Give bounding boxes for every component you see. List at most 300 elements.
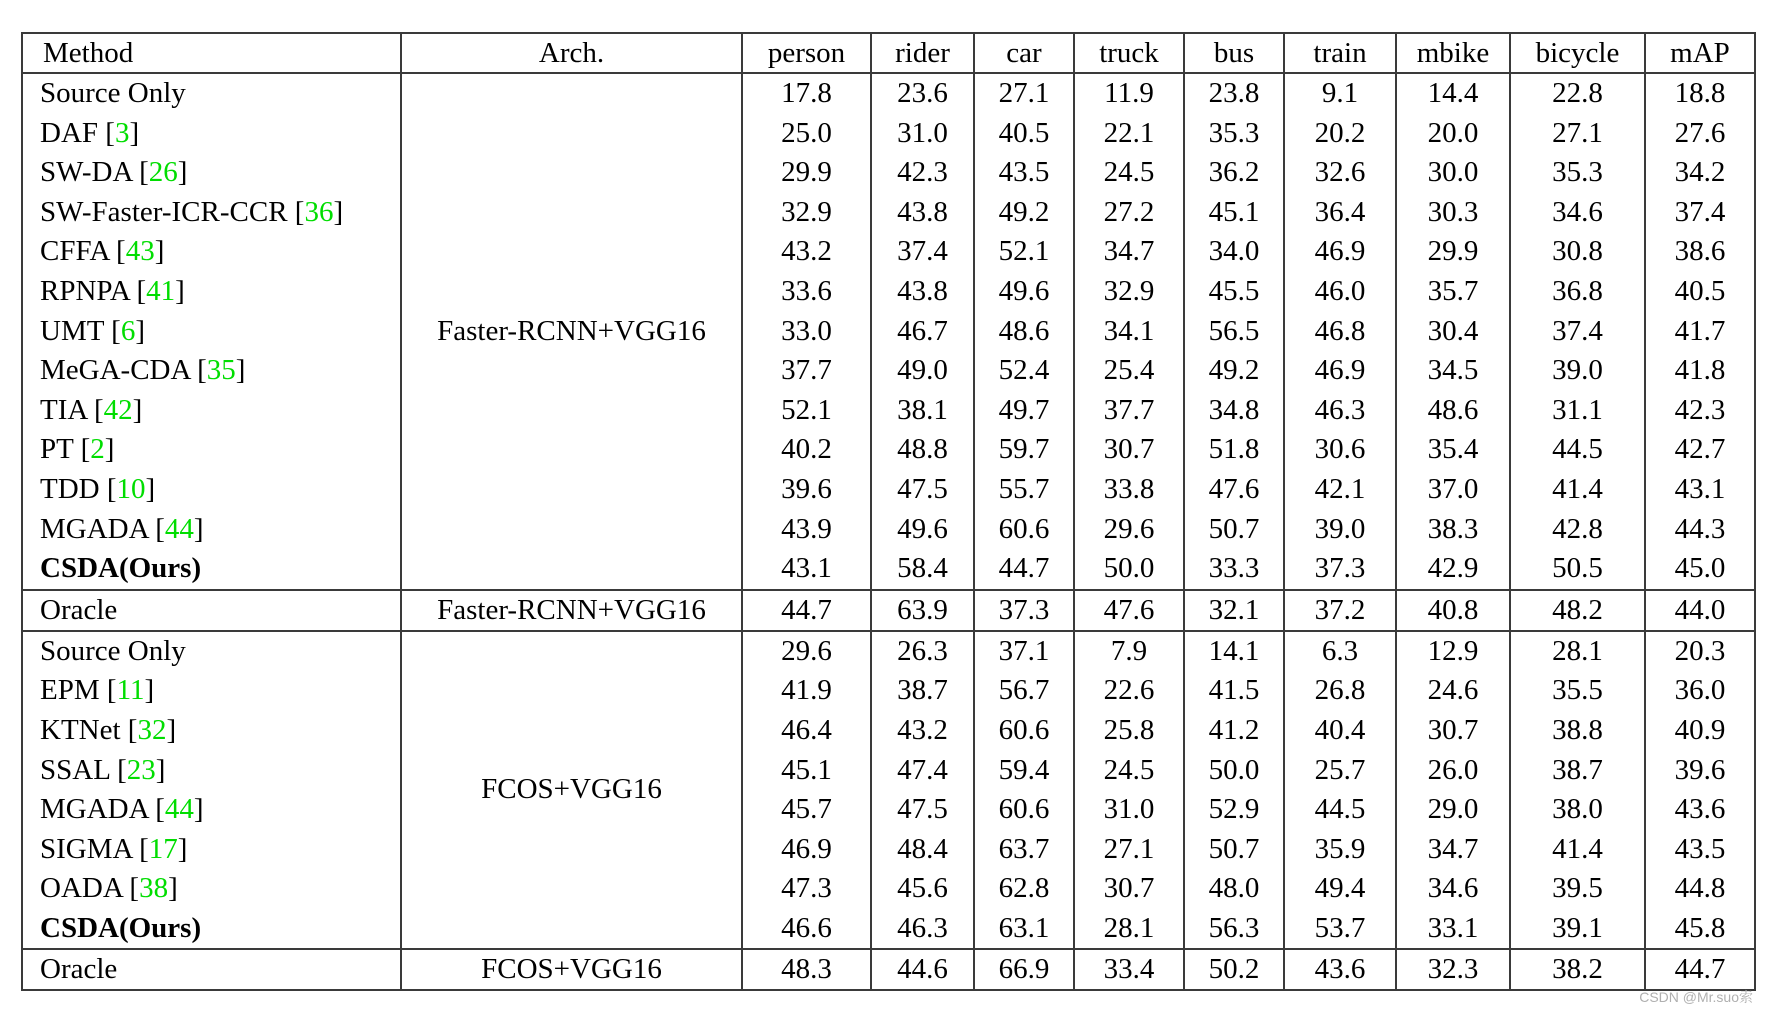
method-name: CSDA(Ours) bbox=[40, 911, 202, 944]
arch-cell: FCOS+VGG16 bbox=[401, 631, 742, 950]
cite-bracket: [ bbox=[287, 195, 305, 228]
cite-bracket: ] bbox=[168, 872, 178, 905]
value-cell: 42.3 bbox=[871, 153, 974, 193]
method-cell bbox=[22, 73, 401, 114]
value-cell: 14.1 bbox=[1184, 631, 1284, 672]
method-name: CSDA(Ours) bbox=[40, 552, 202, 585]
value-cell: 43.8 bbox=[871, 272, 974, 312]
value-cell: 33.8 bbox=[1074, 470, 1184, 510]
method-cell: Oracle bbox=[22, 949, 401, 990]
value-cell: 39.5 bbox=[1510, 869, 1645, 909]
table-row bbox=[22, 193, 1755, 233]
cite-bracket: [ bbox=[98, 116, 115, 149]
value-cell: 38.2 bbox=[1510, 949, 1645, 990]
value-cell: 46.9 bbox=[1284, 232, 1396, 272]
table-row bbox=[22, 671, 1755, 711]
value-cell: 37.7 bbox=[1074, 391, 1184, 431]
value-cell: 45.5 bbox=[1184, 272, 1284, 312]
value-cell: 48.6 bbox=[974, 312, 1074, 352]
table-row bbox=[22, 549, 1755, 590]
method-name: SW-Faster-ICR-CCR bbox=[40, 195, 288, 228]
cite-bracket: [ bbox=[108, 235, 126, 268]
method-cell bbox=[22, 711, 401, 751]
value-cell: 23.8 bbox=[1184, 73, 1284, 114]
value-cell: 42.9 bbox=[1396, 549, 1510, 590]
value-cell: 46.3 bbox=[871, 909, 974, 950]
cite-bracket: ] bbox=[154, 235, 165, 268]
header-map: mAP bbox=[1645, 33, 1755, 73]
value-cell: 32.9 bbox=[1074, 272, 1184, 312]
citation-link[interactable]: 32 bbox=[137, 713, 167, 746]
value-cell: 38.8 bbox=[1510, 711, 1645, 751]
cite-bracket: ] bbox=[235, 354, 246, 387]
citation-link[interactable]: 42 bbox=[103, 393, 133, 426]
value-cell: 24.5 bbox=[1074, 751, 1184, 791]
value-cell: 27.6 bbox=[1645, 114, 1755, 154]
value-cell: 32.9 bbox=[742, 193, 871, 233]
value-cell: 29.9 bbox=[1396, 232, 1510, 272]
value-cell: 49.2 bbox=[974, 193, 1074, 233]
citation-link[interactable]: 26 bbox=[148, 156, 178, 189]
value-cell: 46.6 bbox=[742, 909, 871, 950]
method-cell bbox=[22, 631, 401, 672]
table-row bbox=[22, 631, 1755, 672]
value-cell: 49.7 bbox=[974, 391, 1074, 431]
value-cell: 46.8 bbox=[1284, 312, 1396, 352]
cite-bracket: ] bbox=[135, 314, 146, 347]
value-cell: 53.7 bbox=[1284, 909, 1396, 950]
value-cell: 33.3 bbox=[1184, 549, 1284, 590]
value-cell: 32.3 bbox=[1396, 949, 1510, 990]
value-cell: 43.6 bbox=[1284, 949, 1396, 990]
value-cell: 27.1 bbox=[1074, 830, 1184, 870]
header-mbike: mbike bbox=[1396, 33, 1510, 73]
value-cell: 44.7 bbox=[974, 549, 1074, 590]
value-cell: 52.9 bbox=[1184, 790, 1284, 830]
value-cell: 30.4 bbox=[1396, 312, 1510, 352]
header-person: person bbox=[742, 33, 871, 73]
method-cell bbox=[22, 549, 401, 590]
value-cell: 34.2 bbox=[1645, 153, 1755, 193]
value-cell: 26.0 bbox=[1396, 751, 1510, 791]
value-cell: 41.4 bbox=[1510, 830, 1645, 870]
value-cell: 39.0 bbox=[1284, 510, 1396, 550]
cite-bracket: [ bbox=[103, 314, 121, 347]
citation-link[interactable]: 41 bbox=[146, 274, 176, 307]
results-table bbox=[21, 32, 1756, 991]
value-cell: 47.6 bbox=[1074, 590, 1184, 631]
header-rider: rider bbox=[871, 33, 974, 73]
value-cell: 43.8 bbox=[871, 193, 974, 233]
value-cell: 20.0 bbox=[1396, 114, 1510, 154]
value-cell: 45.8 bbox=[1645, 909, 1755, 950]
citation-link[interactable]: 44 bbox=[164, 793, 194, 826]
value-cell: 50.5 bbox=[1510, 549, 1645, 590]
method-cell bbox=[22, 510, 401, 550]
value-cell: 34.8 bbox=[1184, 391, 1284, 431]
arch-cell: Faster-RCNN+VGG16 bbox=[401, 590, 742, 631]
value-cell: 14.4 bbox=[1396, 73, 1510, 114]
value-cell: 38.1 bbox=[871, 391, 974, 431]
value-cell: 56.5 bbox=[1184, 312, 1284, 352]
method-cell bbox=[22, 312, 401, 352]
value-cell: 34.0 bbox=[1184, 232, 1284, 272]
value-cell: 29.6 bbox=[742, 631, 871, 672]
value-cell: 30.6 bbox=[1284, 430, 1396, 470]
value-cell: 50.0 bbox=[1184, 751, 1284, 791]
value-cell: 47.6 bbox=[1184, 470, 1284, 510]
value-cell: 48.6 bbox=[1396, 391, 1510, 431]
method-name: RPNPA bbox=[40, 274, 130, 307]
value-cell: 47.5 bbox=[871, 790, 974, 830]
method-name: CFFA bbox=[40, 235, 109, 268]
table-row bbox=[22, 711, 1755, 751]
value-cell: 33.4 bbox=[1074, 949, 1184, 990]
value-cell: 38.7 bbox=[871, 671, 974, 711]
cite-bracket: ] bbox=[129, 116, 140, 149]
value-cell: 48.0 bbox=[1184, 869, 1284, 909]
cite-bracket: ] bbox=[104, 433, 115, 466]
value-cell: 26.3 bbox=[871, 631, 974, 672]
value-cell: 40.5 bbox=[1645, 272, 1755, 312]
value-cell: 33.6 bbox=[742, 272, 871, 312]
value-cell: 38.6 bbox=[1645, 232, 1755, 272]
value-cell: 34.7 bbox=[1074, 232, 1184, 272]
value-cell: 44.8 bbox=[1645, 869, 1755, 909]
table-row bbox=[22, 114, 1755, 154]
watermark: CSDN @Mr.suo索 bbox=[1639, 989, 1753, 1005]
value-cell: 49.6 bbox=[871, 510, 974, 550]
citation-link[interactable]: 38 bbox=[139, 872, 169, 905]
value-cell: 52.1 bbox=[974, 232, 1074, 272]
header-truck: truck bbox=[1074, 33, 1184, 73]
value-cell: 43.6 bbox=[1645, 790, 1755, 830]
value-cell: 63.9 bbox=[871, 590, 974, 631]
table-row bbox=[22, 232, 1755, 272]
method-cell bbox=[22, 272, 401, 312]
arch-cell: FCOS+VGG16 bbox=[401, 949, 742, 990]
value-cell: 30.7 bbox=[1074, 430, 1184, 470]
cite-bracket: [ bbox=[99, 674, 117, 707]
value-cell: 59.7 bbox=[974, 430, 1074, 470]
citation-link[interactable]: 35 bbox=[206, 354, 236, 387]
value-cell: 38.0 bbox=[1510, 790, 1645, 830]
value-cell: 56.7 bbox=[974, 671, 1074, 711]
method-name: TIA bbox=[40, 393, 87, 426]
value-cell: 25.8 bbox=[1074, 711, 1184, 751]
value-cell: 44.7 bbox=[742, 590, 871, 631]
value-cell: 35.3 bbox=[1184, 114, 1284, 154]
value-cell: 44.5 bbox=[1510, 430, 1645, 470]
value-cell: 17.8 bbox=[742, 73, 871, 114]
value-cell: 39.1 bbox=[1510, 909, 1645, 950]
value-cell: 33.0 bbox=[742, 312, 871, 352]
value-cell: 30.7 bbox=[1074, 869, 1184, 909]
method-name: Source Only bbox=[40, 77, 186, 109]
value-cell: 31.1 bbox=[1510, 391, 1645, 431]
value-cell: 50.7 bbox=[1184, 510, 1284, 550]
value-cell: 29.6 bbox=[1074, 510, 1184, 550]
value-cell: 49.0 bbox=[871, 351, 974, 391]
value-cell: 36.4 bbox=[1284, 193, 1396, 233]
value-cell: 37.4 bbox=[1510, 312, 1645, 352]
value-cell: 34.6 bbox=[1396, 869, 1510, 909]
cite-bracket: [ bbox=[129, 274, 147, 307]
header-bus: bus bbox=[1184, 33, 1284, 73]
value-cell: 30.3 bbox=[1396, 193, 1510, 233]
value-cell: 47.5 bbox=[871, 470, 974, 510]
value-cell: 36.8 bbox=[1510, 272, 1645, 312]
method-cell bbox=[22, 909, 401, 950]
value-cell: 37.3 bbox=[1284, 549, 1396, 590]
cite-bracket: [ bbox=[131, 832, 149, 865]
value-cell: 35.3 bbox=[1510, 153, 1645, 193]
value-cell: 48.8 bbox=[871, 430, 974, 470]
cite-bracket: ] bbox=[193, 793, 204, 826]
value-cell: 34.6 bbox=[1510, 193, 1645, 233]
value-cell: 42.8 bbox=[1510, 510, 1645, 550]
value-cell: 46.4 bbox=[742, 711, 871, 751]
value-cell: 48.4 bbox=[871, 830, 974, 870]
cite-bracket: ] bbox=[177, 832, 188, 865]
table-row bbox=[22, 73, 1755, 114]
value-cell: 55.7 bbox=[974, 470, 1074, 510]
value-cell: 35.5 bbox=[1510, 671, 1645, 711]
value-cell: 51.8 bbox=[1184, 430, 1284, 470]
value-cell: 43.2 bbox=[871, 711, 974, 751]
citation-link[interactable]: 10 bbox=[116, 472, 146, 505]
value-cell: 32.6 bbox=[1284, 153, 1396, 193]
table-row bbox=[22, 272, 1755, 312]
table-row bbox=[22, 312, 1755, 352]
method-cell bbox=[22, 830, 401, 870]
table-body bbox=[22, 73, 1755, 990]
value-cell: 43.1 bbox=[1645, 470, 1755, 510]
method-cell bbox=[22, 114, 401, 154]
value-cell: 43.5 bbox=[1645, 830, 1755, 870]
value-cell: 18.8 bbox=[1645, 73, 1755, 114]
value-cell: 47.3 bbox=[742, 869, 871, 909]
value-cell: 39.0 bbox=[1510, 351, 1645, 391]
value-cell: 49.6 bbox=[974, 272, 1074, 312]
value-cell: 38.3 bbox=[1396, 510, 1510, 550]
value-cell: 30.0 bbox=[1396, 153, 1510, 193]
value-cell: 41.2 bbox=[1184, 711, 1284, 751]
method-cell bbox=[22, 470, 401, 510]
value-cell: 40.8 bbox=[1396, 590, 1510, 631]
method-cell bbox=[22, 351, 401, 391]
table-row bbox=[22, 153, 1755, 193]
method-name: EPM bbox=[40, 674, 100, 707]
method-cell bbox=[22, 193, 401, 233]
method-cell bbox=[22, 751, 401, 791]
value-cell: 45.0 bbox=[1645, 549, 1755, 590]
value-cell: 44.6 bbox=[871, 949, 974, 990]
value-cell: 33.1 bbox=[1396, 909, 1510, 950]
value-cell: 43.5 bbox=[974, 153, 1074, 193]
method-name: OADA bbox=[40, 872, 123, 905]
value-cell: 37.1 bbox=[974, 631, 1074, 672]
cite-bracket: ] bbox=[155, 753, 166, 786]
citation-link[interactable]: 11 bbox=[116, 674, 145, 707]
arch-cell: Faster-RCNN+VGG16 bbox=[401, 73, 742, 590]
value-cell: 49.4 bbox=[1284, 869, 1396, 909]
value-cell: 27.1 bbox=[1510, 114, 1645, 154]
cite-bracket: [ bbox=[147, 793, 165, 826]
value-cell: 52.1 bbox=[742, 391, 871, 431]
value-cell: 28.1 bbox=[1510, 631, 1645, 672]
value-cell: 22.6 bbox=[1074, 671, 1184, 711]
value-cell: 25.7 bbox=[1284, 751, 1396, 791]
value-cell: 50.0 bbox=[1074, 549, 1184, 590]
citation-link[interactable]: 23 bbox=[126, 753, 156, 786]
table-row bbox=[22, 909, 1755, 950]
value-cell: 46.0 bbox=[1284, 272, 1396, 312]
cite-bracket: ] bbox=[132, 393, 143, 426]
value-cell: 22.8 bbox=[1510, 73, 1645, 114]
value-cell: 48.2 bbox=[1510, 590, 1645, 631]
cite-bracket: ] bbox=[144, 674, 155, 707]
value-cell: 58.4 bbox=[871, 549, 974, 590]
citation-link[interactable]: 17 bbox=[148, 832, 178, 865]
cite-bracket: ] bbox=[166, 713, 177, 746]
value-cell: 43.1 bbox=[742, 549, 871, 590]
value-cell: 45.1 bbox=[742, 751, 871, 791]
method-cell bbox=[22, 430, 401, 470]
method-name: KTNet bbox=[40, 713, 121, 746]
value-cell: 22.1 bbox=[1074, 114, 1184, 154]
value-cell: 49.2 bbox=[1184, 351, 1284, 391]
value-cell: 37.4 bbox=[1645, 193, 1755, 233]
method-cell bbox=[22, 790, 401, 830]
cite-bracket: [ bbox=[189, 354, 207, 387]
value-cell: 44.3 bbox=[1645, 510, 1755, 550]
cite-bracket: ] bbox=[145, 472, 156, 505]
cite-bracket: ] bbox=[175, 274, 185, 307]
value-cell: 30.8 bbox=[1510, 232, 1645, 272]
value-cell: 42.1 bbox=[1284, 470, 1396, 510]
cite-bracket: [ bbox=[99, 472, 117, 505]
value-cell: 41.9 bbox=[742, 671, 871, 711]
value-cell: 37.7 bbox=[742, 351, 871, 391]
citation-link[interactable]: 3 bbox=[114, 116, 130, 149]
method-cell bbox=[22, 153, 401, 193]
value-cell: 25.4 bbox=[1074, 351, 1184, 391]
value-cell: 42.3 bbox=[1645, 391, 1755, 431]
method-cell bbox=[22, 671, 401, 711]
value-cell: 60.6 bbox=[974, 711, 1074, 751]
value-cell: 45.7 bbox=[742, 790, 871, 830]
value-cell: 29.9 bbox=[742, 153, 871, 193]
value-cell: 37.4 bbox=[871, 232, 974, 272]
value-cell: 63.1 bbox=[974, 909, 1074, 950]
cite-bracket: [ bbox=[122, 872, 140, 905]
value-cell: 30.7 bbox=[1396, 711, 1510, 751]
value-cell: 9.1 bbox=[1284, 73, 1396, 114]
table-row bbox=[22, 790, 1755, 830]
cite-bracket: [ bbox=[147, 512, 165, 545]
value-cell: 59.4 bbox=[974, 751, 1074, 791]
citation-link[interactable]: 44 bbox=[164, 512, 194, 545]
value-cell: 27.2 bbox=[1074, 193, 1184, 233]
cite-bracket: [ bbox=[120, 713, 138, 746]
value-cell: 63.7 bbox=[974, 830, 1074, 870]
cite-bracket: ] bbox=[333, 195, 344, 228]
value-cell: 39.6 bbox=[742, 470, 871, 510]
citation-link[interactable]: 43 bbox=[125, 235, 155, 268]
value-cell: 43.2 bbox=[742, 232, 871, 272]
citation-link[interactable]: 36 bbox=[304, 195, 334, 228]
value-cell: 31.0 bbox=[1074, 790, 1184, 830]
citation-link[interactable]: 2 bbox=[90, 433, 105, 466]
method-name: SIGMA bbox=[40, 832, 132, 865]
value-cell: 35.7 bbox=[1396, 272, 1510, 312]
method-name: TDD bbox=[40, 472, 100, 505]
cite-bracket: ] bbox=[193, 512, 204, 545]
value-cell: 41.7 bbox=[1645, 312, 1755, 352]
value-cell: 46.9 bbox=[1284, 351, 1396, 391]
header-row bbox=[22, 33, 1755, 73]
header-train: train bbox=[1284, 33, 1396, 73]
value-cell: 26.8 bbox=[1284, 671, 1396, 711]
value-cell: 44.7 bbox=[1645, 949, 1755, 990]
value-cell: 50.2 bbox=[1184, 949, 1284, 990]
table-row bbox=[22, 830, 1755, 870]
value-cell: 34.5 bbox=[1396, 351, 1510, 391]
oracle-row bbox=[22, 949, 1755, 990]
cite-bracket: [ bbox=[86, 393, 104, 426]
value-cell: 46.9 bbox=[742, 830, 871, 870]
method-cell: Oracle bbox=[22, 590, 401, 631]
cite-bracket: ] bbox=[177, 156, 188, 189]
value-cell: 39.6 bbox=[1645, 751, 1755, 791]
method-name: MGADA bbox=[40, 793, 148, 826]
table-row bbox=[22, 869, 1755, 909]
cite-bracket: [ bbox=[131, 156, 149, 189]
value-cell: 35.9 bbox=[1284, 830, 1396, 870]
value-cell: 37.2 bbox=[1284, 590, 1396, 631]
value-cell: 46.3 bbox=[1284, 391, 1396, 431]
value-cell: 44.5 bbox=[1284, 790, 1396, 830]
value-cell: 36.0 bbox=[1645, 671, 1755, 711]
value-cell: 60.6 bbox=[974, 510, 1074, 550]
value-cell: 29.0 bbox=[1396, 790, 1510, 830]
value-cell: 40.9 bbox=[1645, 711, 1755, 751]
method-cell bbox=[22, 869, 401, 909]
method-name: MeGA-CDA bbox=[40, 354, 190, 387]
header-arch: Arch. bbox=[401, 33, 742, 73]
value-cell: 32.1 bbox=[1184, 590, 1284, 631]
value-cell: 45.6 bbox=[871, 869, 974, 909]
value-cell: 28.1 bbox=[1074, 909, 1184, 950]
value-cell: 6.3 bbox=[1284, 631, 1396, 672]
method-cell bbox=[22, 391, 401, 431]
value-cell: 62.8 bbox=[974, 869, 1074, 909]
cite-bracket: [ bbox=[73, 433, 91, 466]
value-cell: 37.0 bbox=[1396, 470, 1510, 510]
table-row bbox=[22, 510, 1755, 550]
value-cell: 20.2 bbox=[1284, 114, 1396, 154]
header-method: Method bbox=[22, 33, 401, 73]
value-cell: 20.3 bbox=[1645, 631, 1755, 672]
value-cell: 41.5 bbox=[1184, 671, 1284, 711]
value-cell: 7.9 bbox=[1074, 631, 1184, 672]
citation-link[interactable]: 6 bbox=[120, 314, 136, 347]
value-cell: 12.9 bbox=[1396, 631, 1510, 672]
value-cell: 56.3 bbox=[1184, 909, 1284, 950]
value-cell: 50.7 bbox=[1184, 830, 1284, 870]
cite-bracket: [ bbox=[109, 753, 127, 786]
